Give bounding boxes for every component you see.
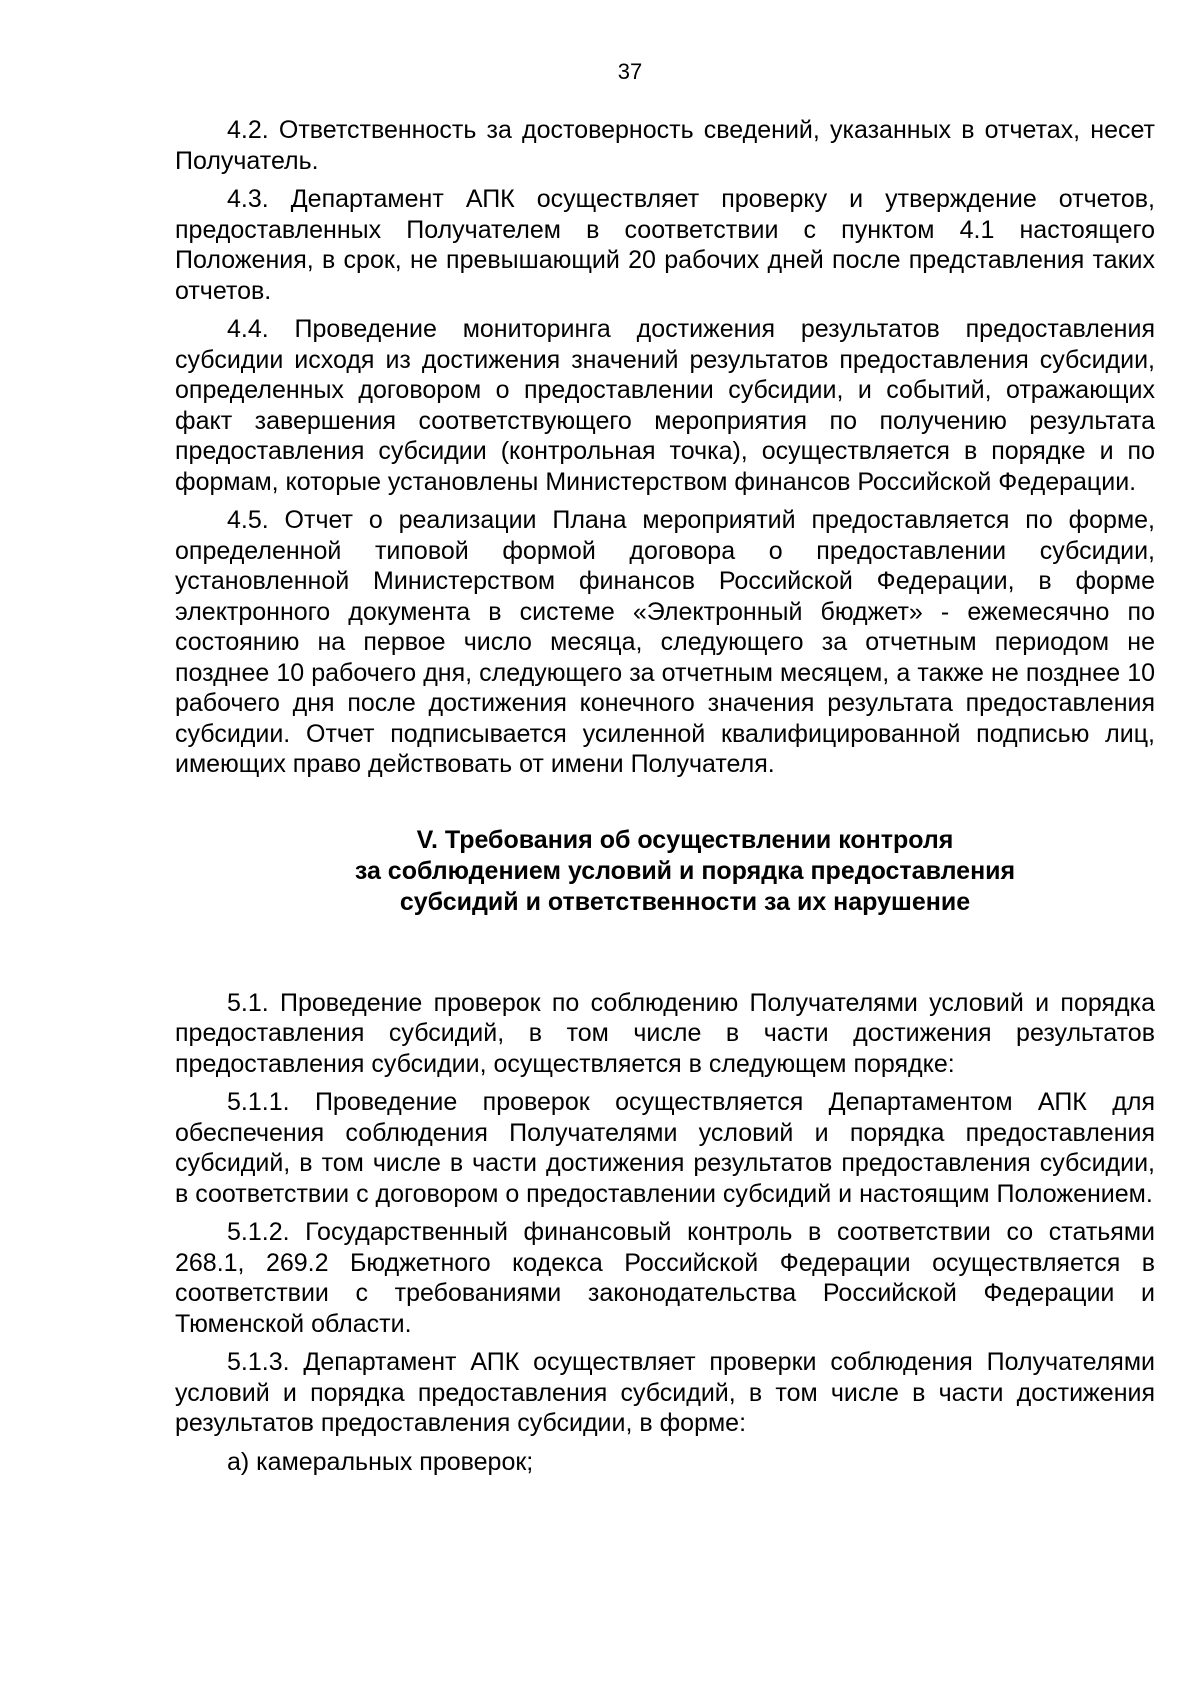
section-5-heading-line: за соблюдением условий и порядка предоставления: [354, 856, 1016, 885]
paragraph-4-3: 4.3. Департамент АПК осуществляет проверку и утверждение отчетов, предоставленных Получателем в соответствии с пунктом 4.1 настоящего Положения, в срок, не превышающий 20 рабочих дней после представления таких отчетов.: [175, 185, 1155, 305]
section-5-heading: [175, 825, 1155, 918]
paragraph-5-1: 5.1. Проведение проверок по соблюдению Получателями условий и порядка предоставления субсидий, в том числе в части достижения результатов предоставления субсидии, осуществляется в следующем порядке:: [175, 988, 1155, 1078]
paragraph-5-1-3-a: а) камеральных проверок;: [227, 1447, 534, 1476]
paragraph-5-1-1: 5.1.1. Проведение проверок осуществляется Департаментом АПК для обеспечения соблюдения Получателями условий и порядка предоставления субсидий, в том числе в части достижения результатов предоставления субсидии, в соответствии с договором о предоставлении субсидий и настоящим Положением.: [175, 1088, 1155, 1208]
paragraph-5-1-2: 5.1.2. Государственный финансовый контроль в соответствии со статьями 268.1, 269.2 Бюджетного кодекса Российской Федерации осуществляется в соответствии с требованиями законодательства Российской Федерации и Тюменской области.: [175, 1218, 1155, 1338]
page-number: 37: [617, 59, 643, 84]
section-5-heading-line: субсидий и ответственности за их нарушение: [399, 887, 971, 916]
paragraph-4-2: 4.2. Ответственность за достоверность сведений, указанных в отчетах, несет Получатель.: [175, 116, 1155, 175]
section-5-heading-line: V. Требования об осуществлении контроля: [416, 825, 954, 854]
paragraph-4-5: 4.5. Отчет о реализации Плана мероприятий предоставляется по форме, определенной типовой формой договора о предоставлении субсидии, установленной Министерством финансов Российской Федерации, в форме электронного документа в системе «Электронный бюджет» - ежемесячно по состоянию на первое число месяца, следующего за отчетным периодом не позднее 10 рабочего дня, следующего за отчетным месяцем, а также не позднее 10 рабочего дня после достижения конечного значения результата предоставления субсидии. Отчет подписывается усиленной квалифицированной подписью лиц, имеющих право действовать от имени Получателя.: [175, 506, 1155, 778]
paragraph-4-4: 4.4. Проведение мониторинга достижения результатов предоставления субсидии исходя из достижения значений результатов предоставления субсидии, определенных договором о предоставлении субсидии, и событий, отражающих факт завершения соответствующего мероприятия по получению результата предоставления субсидии (контрольная точка), осуществляется в порядке и по формам, которые установлены Министерством финансов Российской Федерации.: [175, 315, 1155, 496]
paragraph-5-1-3: 5.1.3. Департамент АПК осуществляет проверки соблюдения Получателями условий и порядка предоставления субсидий, в том числе в части достижения результатов предоставления субсидии, в форме:: [175, 1348, 1155, 1437]
document-body: [175, 115, 1155, 1477]
